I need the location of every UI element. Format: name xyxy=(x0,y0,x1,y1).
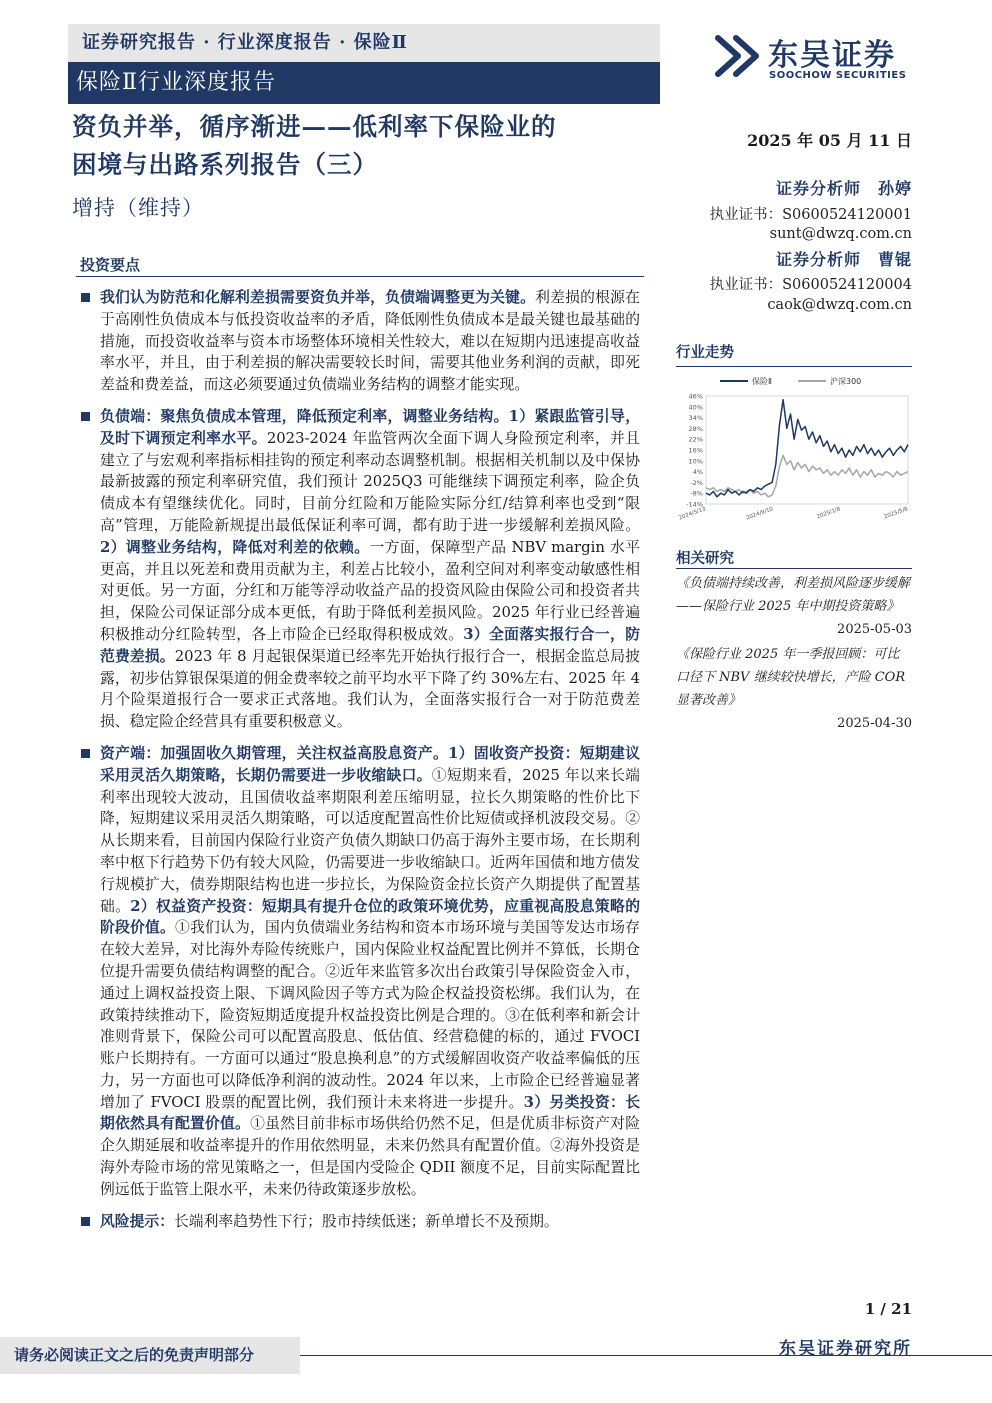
legend-label-series-1: 保险Ⅱ xyxy=(752,377,772,386)
related-divider xyxy=(676,568,912,569)
y-tick-label: 10% xyxy=(688,457,703,466)
brand-logo xyxy=(714,28,926,88)
y-tick-label: 22% xyxy=(688,435,703,444)
key-point-3-bold-2: 2）权益资产投资：短期具有提升仓位的政策环境优势，应重视高股息策略的阶段价值。 xyxy=(100,897,640,937)
key-point-3 xyxy=(80,743,640,1201)
analyst-2-email[interactable]: caok@dwzq.com.cn xyxy=(767,297,912,313)
industry-trend-chart xyxy=(676,372,912,524)
y-tick-label: 40% xyxy=(688,403,703,412)
x-tick-label: 2025/5/8 xyxy=(883,506,909,521)
related-item-2-date: 2025-04-30 xyxy=(837,716,912,731)
bullet-square-icon xyxy=(81,1217,90,1226)
x-tick-label: 2024/5/13 xyxy=(678,506,707,522)
risk-warning-text: 长端利率趋势性下行；股市持续低迷；新单增长不及预期。 xyxy=(174,1212,559,1230)
related-research-list xyxy=(676,572,912,737)
institute-name: 东吴证券研究所 xyxy=(779,1339,912,1359)
logo-en-text: SOOCHOW SECURITIES xyxy=(769,70,907,81)
y-tick-label: -14% xyxy=(686,500,703,509)
report-title xyxy=(72,108,672,184)
related-heading: 相关研究 xyxy=(676,550,734,567)
key-point-2-text-3: 2023 年 8 月起银保渠道已经率先开始执行报行合一，根据金监总局披露，初步估算银保渠道的佣金费率较之前平均水平下降了约 30%左右、2025 年 4 月个险渠道报行合一要求正式落地。我们认为，全面落实报行合一对于防范费差损、稳定险企经营具有重要积极意义。 xyxy=(100,647,640,731)
related-item-2[interactable]: 《保险行业 2025 年一季报回顾：可比口径下 NBV 继续较快增长，产险 COR 显著改善》 xyxy=(676,647,906,708)
logo-cn-text: 东吴证券 xyxy=(768,38,896,73)
key-point-3-text-3: ①虽然目前非标市场供给仍然不足，但是优质非标资产对险企久期延展和收益率提升的作用依然明显，未来仍然具有配置价值。②海外投资是海外寿险市场的常见策略之一，但是国内受险企 QDII 额度不足，目前实际配置比例远低于监管上限水平，未来仍待政策逐步放松。 xyxy=(100,1115,640,1198)
y-tick-label: -2% xyxy=(690,478,703,487)
analyst-1-email[interactable]: sunt@dwzq.com.cn xyxy=(769,226,912,242)
key-point-2-bold-3: 3）全面落实报行合一，防范费差损。 xyxy=(100,625,640,665)
key-point-3-bold-1: 资产端：加强固收久期管理，关注权益高股息资产。1）固收资产投资：短期建议采用灵活久期策略，长期仍需要进一步收缩缺口。 xyxy=(100,744,640,784)
legend-label-series-2: 沪深300 xyxy=(830,377,862,386)
analyst-1-cert: 执业证书：S0600524120001 xyxy=(709,207,912,223)
analyst-2-name: 证券分析师 曹锟 xyxy=(775,250,912,269)
report-date: 2025 年 05 月 11 日 xyxy=(747,131,912,150)
key-point-3-bold-3: 3）另类投资：长期依然具有配置价值。 xyxy=(100,1093,641,1133)
y-tick-label: 46% xyxy=(688,392,703,401)
report-type-banner: 保险Ⅱ行业深度报告 xyxy=(68,62,660,104)
bullet-square-icon xyxy=(81,412,90,421)
series-line-2 xyxy=(706,455,908,496)
x-tick-label: 2024/9/10 xyxy=(745,506,775,522)
key-point-1-text: 利差损的根源在于高刚性负债成本与低投资收益率的矛盾，降低刚性负债成本是最关键也最基础的措施，而投资收益率与资本市场整体环境相关性较大，难以在短期内迅速提高收益率水平，并且，由于利差损的解决需要较长时间，需要其他业务利润的贡献，即死差益和费差益，而这必须要通过负债端业务结构的调整才能实现。 xyxy=(100,289,640,394)
bullet-square-icon xyxy=(81,749,90,758)
related-item-1-date: 2025-05-03 xyxy=(837,622,912,637)
y-tick-label: 4% xyxy=(692,468,703,477)
trend-divider xyxy=(676,366,912,367)
key-point-2-text-1: 2023-2024 年监管两次全面下调人身险预定利率，并且建立了与宏观利率指标相挂钩的预定利率动态调整机制。根据相关机制以及中保协最新披露的预定利率研究值，我们预计 2025Q3 可能继续下调预定利率，险企负债成本有望继续优化。同时，目前分红险和万能险实际分红/结算利率也受到“限高”管理，万能险新规提出最低保证利率可调，都有助于进一步缓解利差损风险。 xyxy=(100,429,640,534)
y-tick-label: 34% xyxy=(688,414,703,423)
key-points xyxy=(80,287,640,1232)
key-point-2-bold-2: 2）调整业务结构，降低对利差的依赖。 xyxy=(100,538,370,556)
report-title-line2: 困境与出路系列报告（三） xyxy=(72,150,378,179)
key-point-2 xyxy=(80,406,640,733)
page-number: 1 / 21 xyxy=(864,1300,912,1318)
key-point-2-text-2: 一方面，保障型产品 NBV margin 水平更高，并且以死差和费用贡献为主，利差占比较小，盈利空间对利率变动敏感性相对更低。另一方面，分红和万能等浮动收益产品的投资风险由保险公司和投资者共担，保险公司保证部分成本更低，有助于降低利差损风险。2025 年行业已经普遍积极推动分红险转型，各上市险企已经取得积极成效。 xyxy=(100,538,640,643)
related-item-1[interactable]: 《负债端持续改善，利差损风险逐步缓解——保险行业 2025 年中期投资策略》 xyxy=(676,576,911,614)
trend-heading: 行业走势 xyxy=(676,344,734,361)
key-point-1-bold: 我们认为防范和化解利差损需要资负并举，负债端调整更为关键。 xyxy=(100,289,536,306)
analyst-1-name: 证券分析师 孙婷 xyxy=(775,179,912,198)
breadcrumb: 证券研究报告 · 行业深度报告 · 保险Ⅱ xyxy=(68,24,660,62)
report-title-line1: 资负并举，循序渐进——低利率下保险业的 xyxy=(72,112,557,141)
y-tick-label: 16% xyxy=(688,446,703,455)
y-tick-label: -8% xyxy=(690,489,703,498)
chart-legend xyxy=(720,376,861,386)
soochow-logo-icon xyxy=(714,32,762,80)
rating: 增持（维持） xyxy=(72,196,204,220)
section-heading: 投资要点 xyxy=(80,256,141,274)
key-point-3-text-2: ①我们认为，国内负债端业务结构和资本市场环境与美国等发达市场存在较大差异，对比海外寿险传统账户，国内保险业权益配置比例并不算低，长期仓位提升需要负债结构调整的配合。②近年来监管多次出台政策引导保险资金入市，通过上调权益投资上限、下调风险因子等方式为险企权益投资松绑。我们认为，在政策持续推动下，险资短期适度提升权益投资比例是合理的。③在低利率和新会计准则背景下，保险公司可以配置高股息、低估值、经营稳健的标的，通过 FVOCI 账户长期持有。一方面可以通过“股息换利息”的方式缓解固收资产收益率偏低的压力，另一方面也可以降低净利润的波动性。2024 年以来，上市险企已经普遍显著增加了 FVOCI 股票的配置比例，我们预计未来将进一步提升。 xyxy=(100,919,640,1111)
key-point-2-bold-1: 负债端：聚焦负债成本管理，降低预定利率，调整业务结构。1）紧跟监管引导，及时下调预定利率水平。 xyxy=(100,407,640,447)
series-line-1 xyxy=(706,400,908,497)
risk-warning xyxy=(80,1211,640,1233)
risk-warning-label: 风险提示： xyxy=(100,1212,174,1230)
key-point-1 xyxy=(80,287,640,396)
bullet-square-icon xyxy=(81,293,90,302)
key-point-3-text-1: ①短期来看，2025 年以来长端利率出现较大波动，且国债收益率期限利差压缩明显，拉长久期策略的性价比下降，短期建议采用灵活久期策略，可以适度配置高性价比短债或择机波段交易。②从长期来看，目前国内保险行业资产负债久期缺口仍高于海外主要市场，在长期利率中枢下行趋势下仍有较大风险，仍需要进一步收缩缺口。近两年国债和地方债发行规模扩大，债券期限结构也进一步拉长，为保险资金拉长资产久期提供了配置基础。 xyxy=(100,766,640,915)
analyst-2-cert: 执业证书：S0600524120004 xyxy=(709,277,912,293)
x-tick-label: 2025/1/8 xyxy=(816,506,842,521)
y-tick-label: 28% xyxy=(688,424,703,433)
section-divider xyxy=(76,276,644,277)
disclaimer-notice: 请务必阅读正文之后的免责声明部分 xyxy=(0,1337,300,1374)
